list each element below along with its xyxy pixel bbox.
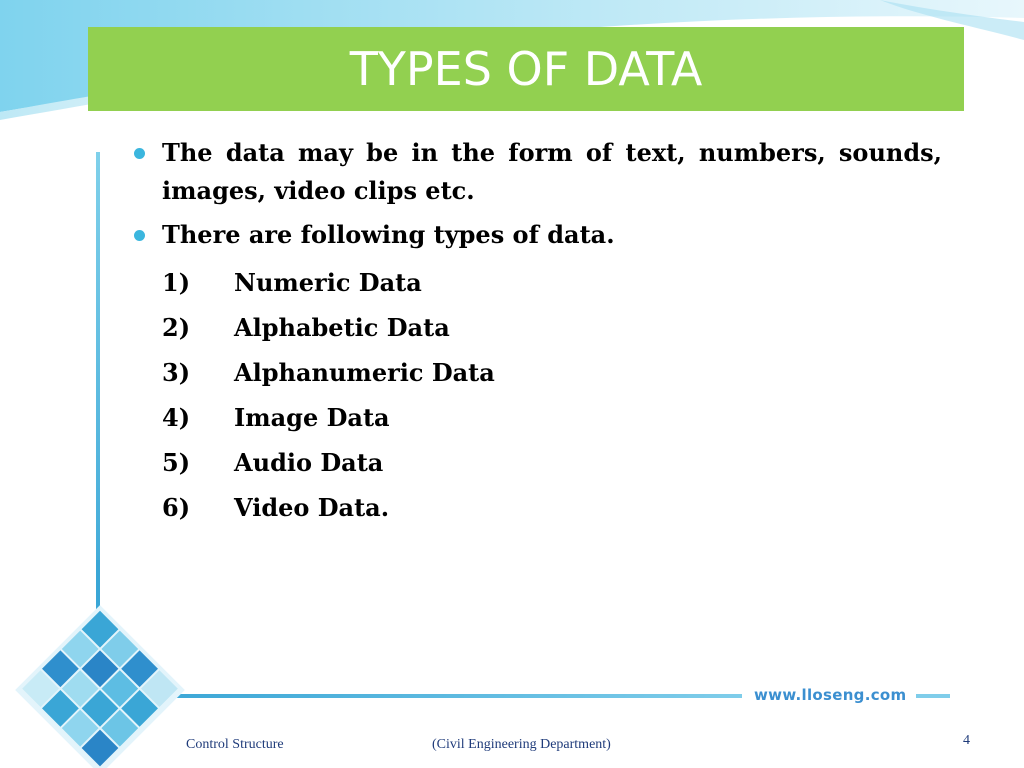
bullet-text: The data may be in the form of text, numbers, sounds, images, video clips etc. xyxy=(162,138,942,205)
list-label: Numeric Data xyxy=(234,268,422,297)
title-bar xyxy=(88,27,964,111)
footer-department: (Civil Engineering Department) xyxy=(432,737,611,752)
list-number: 6) xyxy=(162,493,191,522)
bullet-text: There are following types of data. xyxy=(162,220,615,249)
list-number: 3) xyxy=(162,358,191,387)
page-number: 4 xyxy=(963,733,970,748)
list-number: 5) xyxy=(162,448,191,477)
list-label: Alphanumeric Data xyxy=(234,358,495,387)
list-item xyxy=(162,350,942,395)
list-label: Image Data xyxy=(234,403,390,432)
data-types-list xyxy=(132,260,942,530)
list-label: Video Data. xyxy=(234,493,390,522)
list-item xyxy=(162,440,942,485)
bullet-dot-icon xyxy=(134,230,145,241)
bullet-dot-icon xyxy=(134,148,145,159)
footer-course-title: Control Structure xyxy=(186,737,284,752)
list-label: Alphabetic Data xyxy=(234,313,450,342)
list-item xyxy=(162,395,942,440)
list-item xyxy=(162,260,942,305)
slide-title: TYPES OF DATA xyxy=(349,42,703,96)
list-number: 1) xyxy=(162,268,191,297)
bullet-item xyxy=(132,134,942,210)
slide-content xyxy=(132,134,942,530)
list-label: Audio Data xyxy=(234,448,384,477)
list-number: 2) xyxy=(162,313,191,342)
list-item xyxy=(162,305,942,350)
bullet-item xyxy=(132,216,942,254)
brand-watermark: www.lloseng.com xyxy=(754,686,907,704)
list-number: 4) xyxy=(162,403,191,432)
list-item xyxy=(162,485,942,530)
slide-footer xyxy=(0,735,1024,759)
